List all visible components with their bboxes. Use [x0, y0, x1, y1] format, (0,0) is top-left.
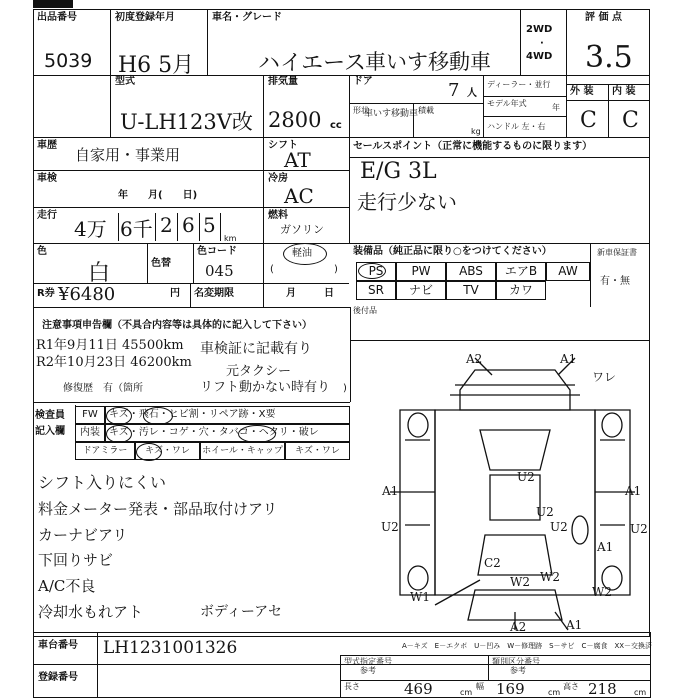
km-unit: km [224, 234, 237, 243]
fw-items [105, 406, 350, 424]
equip-leather [496, 281, 546, 300]
history-label: 車歴 [37, 140, 57, 151]
wheel-items [285, 442, 350, 460]
divider [263, 137, 264, 307]
seats-unit: 人 [467, 88, 477, 99]
mileage-label: 走行 [37, 210, 57, 221]
divider [147, 243, 148, 283]
wheel-label [200, 442, 285, 460]
remark-item: 料金メーター発表・部品取付けアリ [38, 500, 278, 518]
drive-4wd: 4WD [526, 51, 553, 62]
divider [349, 157, 650, 158]
damage-mark: U2 [630, 522, 648, 536]
width-value: 169 [496, 680, 525, 698]
divider [118, 213, 119, 241]
interior-check-label [75, 424, 105, 442]
divider [33, 307, 350, 308]
color-code-label: 色コード [197, 246, 237, 257]
fuel-label: 燃料 [268, 210, 288, 221]
score-label: 評 価 点 [585, 12, 622, 23]
remark-item: シフト入りにくい [38, 473, 167, 492]
divider [483, 75, 484, 137]
damage-mark: A2 [466, 352, 483, 366]
grade-value: 車いす移動車 [365, 50, 491, 74]
check-label: ホイール・キャップ [202, 446, 283, 456]
chassis-label: 車台番号 [38, 640, 78, 651]
divider [566, 9, 567, 137]
interior-label: 内 装 [612, 86, 636, 97]
divider [220, 213, 221, 241]
handle-label: ハンドル 左・右 [487, 122, 546, 131]
length-value: 469 [404, 680, 433, 698]
expiry-month: 月 [286, 288, 296, 299]
divider [520, 9, 521, 75]
score-value: 3.5 [585, 40, 633, 75]
divider [193, 243, 194, 283]
equip-navi [396, 281, 446, 300]
mileage-digit: 4万 [74, 217, 107, 241]
damage-mark: W1 [410, 590, 430, 604]
damage-mark: A1 [382, 484, 399, 498]
car-name-label: 車名・グレード [212, 12, 282, 23]
shift-label: シフト [268, 140, 298, 151]
mileage-digit: 5 [203, 213, 216, 237]
equip-label: PW [411, 264, 431, 278]
equip-label: カワ [508, 283, 533, 297]
equip-aw [546, 262, 590, 281]
divider [155, 213, 156, 241]
inspection-fields: 年 月( 日) [118, 190, 198, 201]
divider [190, 283, 191, 307]
interior-tobacco-circle [238, 425, 276, 443]
first-reg-label: 初度登録年月 [115, 12, 175, 23]
recycle-label: R券 [37, 288, 55, 299]
length-unit: cm [460, 688, 473, 697]
color-code-value: 045 [205, 262, 234, 280]
recycle-value: ¥6480 [58, 284, 116, 305]
remark-item: ボディーアセ [200, 604, 283, 620]
fw-label [75, 406, 105, 424]
divider [207, 9, 208, 75]
check-items: キズ・ワレ [145, 446, 190, 456]
interior-grade: C [622, 108, 639, 133]
cc-unit: cc [330, 120, 342, 131]
notes-line-2: R2年10月23日 46200km [36, 355, 192, 370]
divider [177, 213, 178, 241]
displacement-value: 2800 [268, 108, 322, 132]
equip-label: TV [463, 283, 479, 297]
cert-type-label: 型式指定番号 [344, 657, 392, 666]
equip-label: ナビ [408, 283, 433, 297]
inspection-label: 車検 [37, 173, 57, 184]
history-value: 自家用・事業用 [75, 146, 181, 164]
color-label: 色 [37, 246, 47, 257]
cooling-label: 冷房 [268, 173, 288, 184]
damage-legend: A－キズ E－エクボ U－凹み W－修理跡 S－サビ C－腐食 XX－交換済 [402, 642, 653, 650]
exterior-label: 外 装 [570, 86, 594, 97]
divider [33, 243, 650, 244]
height-label: 高さ [563, 682, 579, 691]
divider [199, 213, 200, 241]
color-change-label: 色替 [151, 258, 171, 269]
sales-value-2: 走行少ない [357, 190, 457, 214]
divider [340, 655, 341, 698]
chassis-value: LH1231001326 [103, 638, 238, 658]
divider [349, 137, 350, 243]
sales-value: E/G 3L [360, 159, 437, 184]
check-label: 内装 [80, 427, 100, 438]
equipment-label: 装備品（純正品に限り○をつけてください） [353, 246, 552, 257]
remark-item: カーナビアリ [38, 526, 128, 544]
equip-tv [446, 281, 496, 300]
check-items: キズ・汚レ・コゲ・穴・タバコ・ヘタリ・破レ [109, 427, 319, 438]
damage-mark: U2 [550, 520, 568, 534]
notes-line-2b: 元タクシー [226, 364, 292, 379]
divider [33, 697, 650, 698]
equip-sr [356, 281, 396, 300]
divider [349, 103, 483, 104]
paren-close: ) [334, 264, 338, 275]
divider [33, 137, 650, 138]
damage-mark: A2 [510, 620, 527, 634]
damage-mark: C2 [484, 556, 501, 570]
remark-item: 下回りサビ [38, 551, 114, 569]
model-label: 型式 [115, 76, 135, 87]
fuel-option: 軽油 [292, 248, 312, 259]
check-label: FW [82, 409, 98, 420]
repair-label: 修復歴 有（箇所 [63, 383, 143, 394]
divider [483, 116, 566, 117]
damage-mark: W2 [592, 585, 612, 599]
damage-mark: W2 [510, 575, 530, 589]
divider [110, 9, 111, 137]
car-name-value: ハイエース [258, 51, 367, 76]
expiry-day: 日 [324, 288, 334, 299]
year-unit: 年 [552, 103, 560, 112]
lot-number: 5039 [44, 50, 93, 72]
corner-tab [33, 0, 73, 8]
check-items: キズ・ワレ [295, 446, 340, 456]
door-label: ドア [353, 76, 373, 87]
width-label: 幅 [476, 682, 484, 691]
fuel-value: ガソリン [280, 223, 324, 236]
class-ref: 参考 [510, 666, 526, 675]
damage-mark: W2 [540, 570, 560, 584]
damage-mark: A1 [566, 618, 583, 632]
new-guarantee-value: 有・無 [600, 276, 630, 287]
divider [488, 655, 489, 680]
equip-airbag [496, 262, 546, 281]
color-value: 白 [88, 261, 111, 286]
mirror-scratch-circle [136, 443, 162, 461]
divider [350, 340, 650, 341]
notes-line-1: R1年9月11日 45500km [36, 338, 184, 353]
damage-mark: A1 [625, 484, 642, 498]
divider [33, 402, 350, 403]
equip-label: AW [558, 264, 578, 278]
damage-mark: U2 [517, 470, 535, 484]
class-label: 類別区分番号 [492, 657, 540, 666]
divider [340, 655, 650, 656]
displacement-label: 排気量 [268, 76, 298, 87]
model-value: U-LH123V改 [120, 110, 253, 134]
kg-unit: kg [471, 127, 481, 136]
divider [33, 664, 650, 665]
divider [608, 84, 609, 137]
mileage-digit: 6 [182, 213, 195, 237]
cert-type-ref: 参考 [360, 666, 376, 675]
drive-dot: · [540, 38, 544, 49]
paren-open: ( [270, 264, 274, 275]
length-label: 長さ [344, 682, 360, 691]
height-value: 218 [588, 680, 617, 698]
equip-label: SR [368, 283, 384, 297]
lot-label: 出品番号 [37, 12, 77, 23]
record-label: 記入欄 [35, 426, 65, 437]
remark-item: 冷却水もれアト [38, 603, 144, 621]
damage-mark: U2 [381, 520, 399, 534]
interior-check-items [105, 424, 350, 442]
shape-label: 形状 [353, 106, 369, 115]
mirror-label [75, 442, 135, 460]
mileage-digit: 6千 [120, 217, 153, 241]
divider [33, 632, 34, 698]
equip-ps-circle [358, 263, 386, 279]
sales-label: セールスポイント（正常に機能するものに限ります） [353, 141, 593, 152]
mileage-digit: 2 [160, 213, 173, 237]
after-market-label: 後付品 [353, 306, 377, 315]
notes-line-1b: 車検証に記載有り [200, 341, 312, 357]
divider [590, 243, 591, 307]
model-year-label: モデル年式 [487, 99, 527, 108]
remark-item: A/C不良 [38, 577, 96, 595]
registration-label: 登録番号 [38, 672, 78, 683]
load-label: 積載 [418, 106, 434, 115]
damage-mark: ワレ [592, 370, 617, 384]
divider [650, 632, 651, 698]
check-items: キズ・飛石・ヒビ割・リペア跡・X要 [109, 409, 276, 420]
damage-mark: A1 [597, 540, 614, 554]
drive-2wd: 2WD [526, 24, 553, 35]
damage-mark: U2 [536, 505, 554, 519]
dealer-label: ディーラー・並行 [487, 80, 551, 89]
check-label: ドアミラー [82, 446, 128, 456]
yen-unit: 円 [170, 288, 180, 299]
divider [349, 75, 350, 137]
damage-mark: A1 [560, 352, 577, 366]
equip-label: エアB [504, 264, 538, 278]
door-value: 7 [448, 80, 460, 101]
equip-abs [446, 262, 496, 281]
fw-chip-circle [143, 407, 173, 425]
equip-label: PS [368, 264, 384, 278]
fw-scratch-circle [106, 407, 132, 425]
repair-value: リフト動かない時有り [200, 380, 331, 395]
divider [350, 307, 351, 402]
divider [263, 75, 264, 137]
equip-pw [396, 262, 446, 281]
shift-value: AT [284, 148, 311, 172]
cooling-value: AC [284, 184, 314, 208]
new-guarantee-label: 新車保証書 [597, 248, 637, 257]
equip-label: ABS [459, 264, 483, 278]
name-expiry-label: 名変期限 [194, 288, 234, 299]
width-unit: cm [548, 688, 561, 697]
interior-scratch-circle [106, 425, 132, 443]
repair-close: ) [343, 383, 347, 394]
first-reg-value: H6 5月 [118, 53, 195, 78]
height-unit: cm [634, 688, 647, 697]
exterior-grade: C [580, 108, 597, 133]
notes-label: 注意事項申告欄（不具合内容等は具体的に記入して下さい） [42, 320, 312, 331]
shape-value: 車いす移動車 [364, 109, 419, 119]
divider [483, 96, 566, 97]
inspector-label: 検査員 [35, 410, 65, 421]
divider [97, 632, 98, 698]
